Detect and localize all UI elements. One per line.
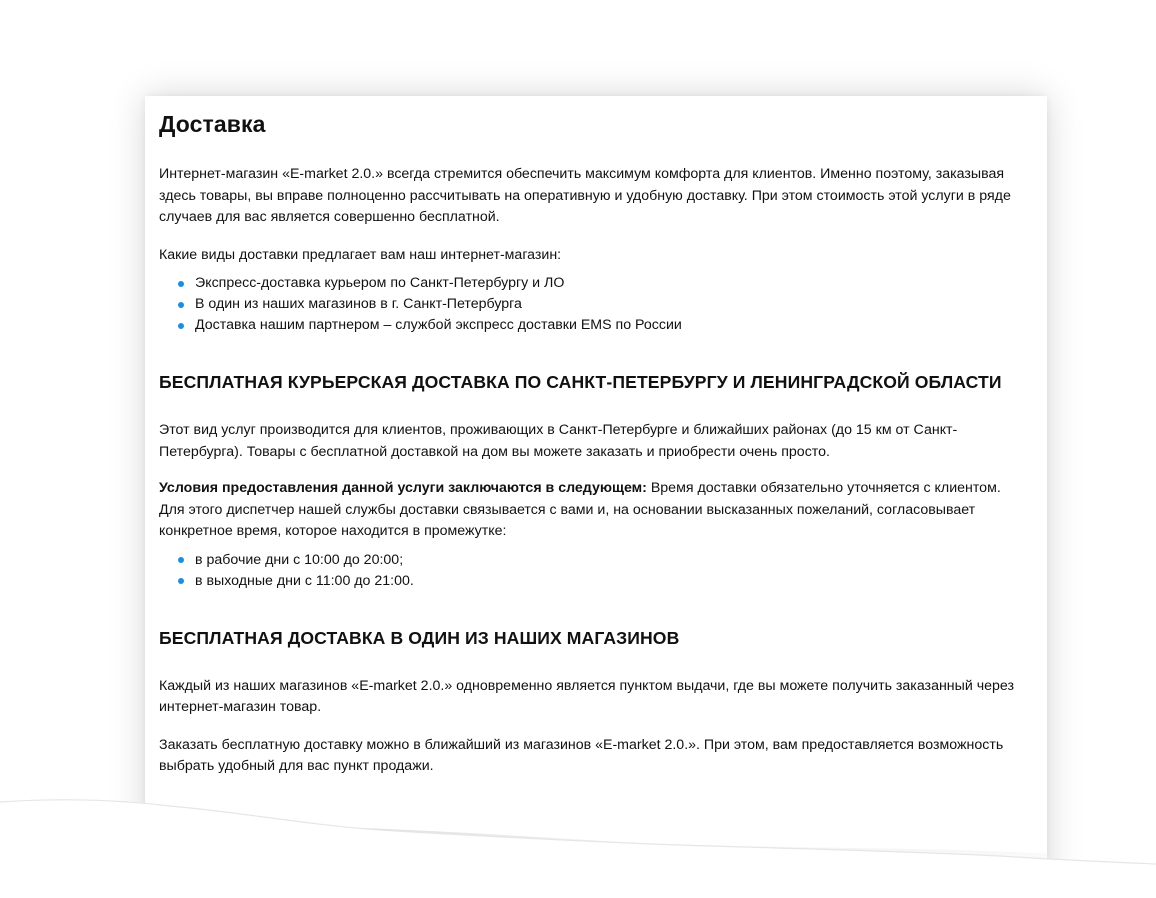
list-item <box>178 550 1029 571</box>
delivery-kinds-list <box>159 273 1029 336</box>
bullet-icon <box>178 557 184 563</box>
list-item-label: в рабочие дни с 10:00 до 20:00; <box>195 551 404 568</box>
courier-section-heading: БЕСПЛАТНАЯ КУРЬЕРСКАЯ ДОСТАВКА ПО САНКТ-ПЕТЕРБУРГУ И ЛЕНИНГРАДСКОЙ ОБЛАСТИ <box>159 372 1002 392</box>
delivery-kinds-intro: Какие виды доставки предлагает вам наш интернет-магазин: <box>159 246 562 263</box>
list-item <box>178 315 1029 336</box>
list-item <box>178 273 1029 294</box>
courier-conditions <box>159 478 1029 543</box>
article <box>159 108 1029 778</box>
list-item-label: в выходные дни с 11:00 до 21:00. <box>195 572 414 589</box>
store-section-text: Каждый из наших магазинов «E-market 2.0.» одновременно является пунктом выдачи, где вы можете получить заказанный через интернет-магазин товар. <box>159 677 1014 715</box>
delivery-hours-list <box>159 550 1029 592</box>
list-item <box>178 294 1029 315</box>
courier-section-text: Этот вид услуг производится для клиентов, проживающих в Санкт-Петербурге и ближайших районах (до 15 км от Санкт-Петербурга). Товары с бесплатной доставкой на дом вы можете заказать и приобрести очень просто. <box>159 422 958 460</box>
list-item-label: Доставка нашим партнером – службой экспресс доставки EMS по России <box>195 317 682 333</box>
list-item-label: В один из наших магазинов в г. Санкт-Петербурга <box>195 296 522 312</box>
bullet-icon <box>178 302 184 308</box>
bullet-icon <box>178 281 184 287</box>
bullet-icon <box>178 578 184 584</box>
store-section-heading: БЕСПЛАТНАЯ ДОСТАВКА В ОДИН ИЗ НАШИХ МАГАЗИНОВ <box>159 627 680 648</box>
conditions-text: Время доставки обязательно уточняется с клиентом. Для этого диспетчер нашей службы доставки связывается с вами и, на основании высказанных пожеланий, согласовывает конкретное время, которое находится в промежутке: <box>159 480 1001 539</box>
list-item <box>178 571 1029 592</box>
bullet-icon <box>178 323 184 329</box>
intro-paragraph: Интернет-магазин «E-market 2.0.» всегда стремится обеспечить максимум комфорта для клиентов. Именно поэтому, заказывая здесь товары, вы вправе полноценно рассчитывать на оперативную и удобную доставку. При этом стоимость этой услуги в ряде случаев для вас является совершенно бесплатной. <box>159 166 1011 225</box>
store-section-text-2: Заказать бесплатную доставку можно в ближайший из магазинов «E-market 2.0.». При этом, вам предоставляется возможность выбрать удобный для вас пункт продажи. <box>159 736 1004 774</box>
content-card <box>145 96 1047 896</box>
conditions-lead: Условия предоставления данной услуги заключаются в следующем: <box>159 480 647 496</box>
page-title: Доставка <box>159 111 266 137</box>
list-item-label: Экспресс-доставка курьером по Санкт-Петербургу и ЛО <box>195 275 565 291</box>
